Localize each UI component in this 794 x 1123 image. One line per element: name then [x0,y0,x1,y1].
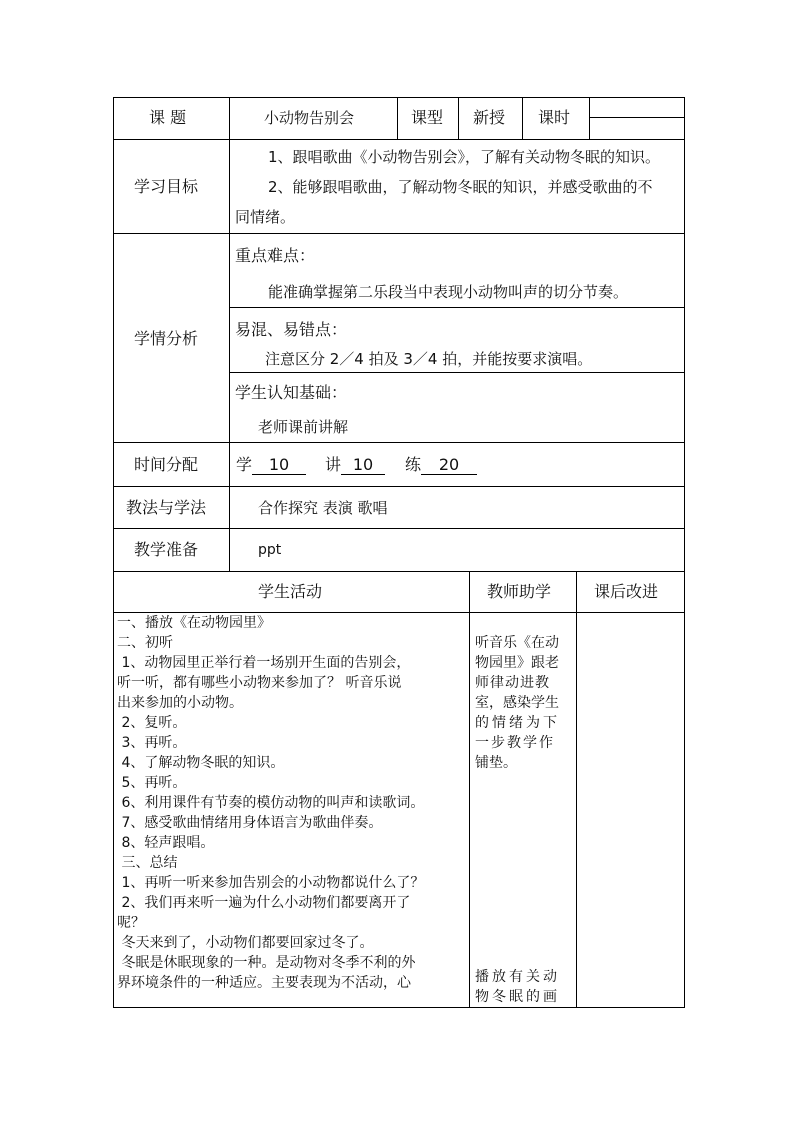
student-line: 冬眠是休眠现象的一种。是动物对冬季不利的外 [117,955,416,971]
learn-value: 10 [252,456,306,475]
after-class-header: 课后改进 [594,582,659,601]
label-col-line [229,97,230,572]
key-points-text: 能准确掌握第二乐段当中表现小动物叫声的切分节奏。 [268,283,629,301]
student-line: 出来参加的小动物。 [117,695,243,711]
key-points-title: 重点难点： [235,246,316,265]
period-inner-line [590,117,685,118]
row-line-2 [113,233,685,234]
student-line: 6、利用课件有节奏的模仿动物的叫声和读歌词。 [117,795,425,811]
student-line: 二、初听 [117,635,173,651]
topic-value: 小动物告别会 [264,109,355,127]
border-top [113,97,685,98]
student-line: 5、再听。 [117,775,187,791]
student-line: 呢？ [117,915,145,931]
activity-col-line-1 [469,571,470,1008]
activity-col-line-2 [576,571,577,1008]
teacher-line: 物冬眠的画 [475,989,560,1005]
student-line: 三、总结 [117,855,178,871]
student-line: 1、再听一听来参加告别会的小动物都说什么了？ [117,875,425,891]
header-col-line-4 [589,97,590,140]
student-line: 听一听，都有哪些小动物来参加了？ 听音乐说 [117,675,402,691]
student-line: 7、感受歌曲情绪用身体语言为歌曲伴奏。 [117,815,383,831]
teacher-help-content-bottom [475,967,573,1007]
basis-title: 学生认知基础： [235,383,348,402]
method-label: 教法与学法 [126,498,207,517]
row-line-6 [113,571,685,572]
confusion-text: 注意区分 2／4 拍及 3／4 拍，并能按要求演唱。 [265,350,593,368]
student-line: 4、了解动物冬眠的知识。 [117,755,285,771]
student-line: 2、复听。 [117,715,187,731]
prep-label: 教学准备 [134,540,199,559]
type-value: 新授 [473,108,506,127]
prep-value: ppt [258,542,282,558]
teacher-help-header: 教师助学 [487,582,552,601]
topic-label: 课 题 [149,108,187,127]
period-label: 课时 [538,108,571,127]
header-col-line-1 [397,97,398,140]
student-activity-header: 学生活动 [258,582,323,601]
header-col-line-2 [458,97,459,140]
row-line-3 [113,442,685,443]
talk-label: 讲 [325,455,342,474]
row-line-4 [113,486,685,487]
student-line: 冬天来到了，小动物们都要回家过冬了。 [117,935,374,951]
student-activity-content [117,613,467,993]
analysis-sub-line-1 [229,307,685,308]
student-line: 2、我们再来听一遍为什么小动物们都要离开了 [117,895,411,911]
teacher-line: 一步教学作 [475,735,555,751]
student-line: 8、轻声跟唱。 [117,835,215,851]
goals-line-1: 1、跟唱歌曲《小动物告别会》，了解有关动物冬眠的知识。 [268,148,661,166]
teacher-line: 师律动进教 [475,675,550,691]
teacher-line: 铺垫。 [475,755,517,771]
teacher-line: 听音乐《在动 [475,635,559,651]
goals-line-2: 2、能够跟唱歌曲，了解动物冬眠的知识，并感受歌曲的不 [268,178,653,196]
goals-label: 学习目标 [134,177,199,196]
basis-text: 老师课前讲解 [258,418,349,436]
type-label: 课型 [411,108,444,127]
student-line: 一、播放《在动物园里》 [117,615,271,631]
analysis-sub-line-2 [229,372,685,373]
border-bottom [113,1007,685,1008]
time-allocation [236,455,477,475]
learn-label: 学 [236,455,253,474]
confusion-title: 易混、易错点： [235,320,348,339]
practice-value: 20 [421,456,477,475]
goals-line-3: 同情绪。 [235,208,296,226]
analysis-label: 学情分析 [134,329,199,348]
row-line-1 [113,139,685,140]
teacher-line: 的情绪为下 [475,715,560,731]
row-line-5 [113,528,685,529]
method-value: 合作探究 表演 歌唱 [258,499,388,517]
teacher-line: 物园里》跟老 [475,655,559,671]
time-label: 时间分配 [134,455,199,474]
teacher-line: 室，感染学生 [475,695,559,711]
practice-label: 练 [405,455,422,474]
student-line: 界环境条件的一种适应。主要表现为不活动，心 [117,975,411,991]
talk-value: 10 [341,456,385,475]
student-line: 1、动物园里正举行着一场别开生面的告别会， [117,655,411,671]
border-left [113,97,114,1008]
teacher-help-content-top [475,633,573,773]
teacher-line: 播放有关动 [475,969,560,985]
student-line: 3、再听。 [117,735,187,751]
header-col-line-3 [522,97,523,140]
border-right [684,97,685,1008]
